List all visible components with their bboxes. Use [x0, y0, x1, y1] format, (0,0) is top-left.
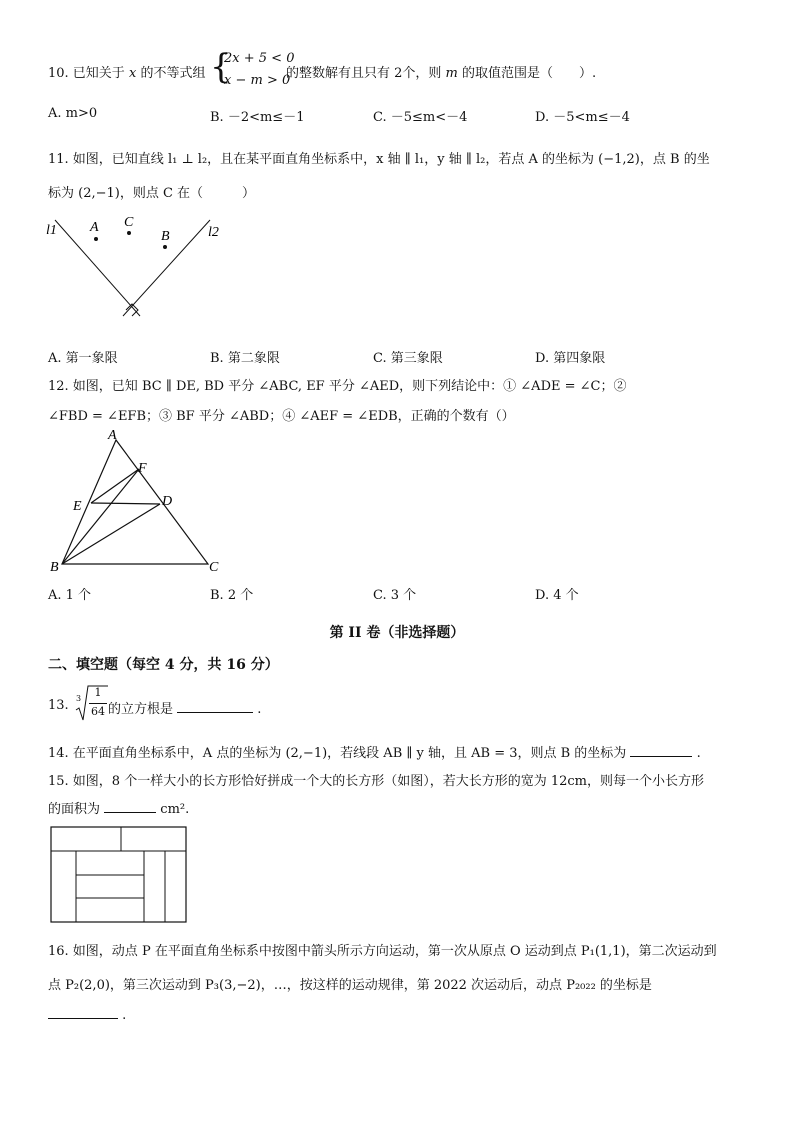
- q11-line2: 标为 (2,−1)，则点 C 在（ ）: [48, 186, 256, 201]
- q10-tail-text: 的整数解有且只有 2个，则: [286, 66, 442, 81]
- q12-line1: 12. 如图，已知 BC ∥ DE, BD 平分 ∠ABC, EF 平分 ∠AED，则下列结论中：① ∠ADE = ∠C；②: [48, 379, 627, 394]
- q13-root-index: 3: [76, 694, 82, 703]
- q11-figure: [40, 212, 230, 322]
- q14-end: .: [696, 746, 701, 761]
- q10-option-c: C. －5≤m<－4: [373, 110, 468, 125]
- q10-tail2: 的取值范围是（ ）.: [462, 66, 597, 81]
- label-l1: l1: [46, 223, 57, 238]
- q15-text: 的面积为: [48, 802, 101, 817]
- label-d: D: [162, 494, 173, 509]
- q13-blank[interactable]: [177, 700, 253, 713]
- q16-line1: 16. 如图，动点 P 在平面直角坐标系中按图中箭头所示方向运动，第一次从原点 O 运动到点 P₁(1,1)，第二次运动到: [48, 944, 717, 959]
- segment-de: [91, 503, 160, 504]
- q13-end: .: [257, 702, 262, 717]
- triangle-abc: [62, 440, 208, 564]
- q10-option-b: B. －2<m≤－1: [210, 110, 305, 125]
- q15-blank[interactable]: [104, 800, 156, 813]
- q10-brace: {: [210, 47, 232, 87]
- q11-option-d: D. 第四象限: [535, 351, 606, 366]
- q13-text: 的立方根是: [108, 702, 174, 717]
- q10-var-m: m: [445, 66, 458, 81]
- q12-option-a: A. 1 个: [48, 588, 92, 603]
- q13-num: 13.: [48, 698, 69, 713]
- label-e: E: [73, 499, 82, 514]
- q15-line2: [48, 798, 189, 817]
- point-b: [163, 245, 167, 249]
- q11-option-c: C. 第三象限: [373, 351, 443, 366]
- q12-figure: [44, 428, 234, 578]
- label-b: B: [161, 229, 170, 244]
- q13-frac-num: 1: [94, 686, 102, 699]
- q11-line1: 11. 如图，已知直线 l₁ ⊥ l₂，且在某平面直角坐标系中，x 轴 ∥ l₁，y 轴 ∥ l₂，若点 A 的坐标为 (−1,2)，点 B 的坐: [48, 152, 710, 167]
- q10-tail: [286, 62, 596, 81]
- label-a: A: [108, 428, 117, 443]
- q15-figure: [50, 826, 188, 924]
- q16-answer-line: [48, 1006, 126, 1023]
- q14-blank[interactable]: [630, 744, 692, 757]
- q12-option-b: B. 2 个: [210, 588, 254, 603]
- label-l2: l2: [208, 225, 219, 240]
- q13-frac-bar: [89, 703, 107, 704]
- q14-line: [48, 742, 701, 761]
- q14-text: 14. 在平面直角坐标系中，A 点的坐标为 (2,−1)，若线段 AB ∥ y 轴，且 AB = 3，则点 B 的坐标为: [48, 746, 627, 761]
- q16-end: .: [122, 1008, 127, 1023]
- label-c: C: [209, 560, 219, 575]
- segment-bf: [62, 469, 139, 564]
- q13-frac-den: 64: [91, 705, 105, 718]
- label-c: C: [124, 215, 134, 230]
- q16-line2: 点 P₂(2,0)，第三次运动到 P₃(3,−2)，…，按这样的运动规律，第 2022 次运动后，动点 P₂₀₂₂ 的坐标是: [48, 978, 652, 993]
- point-a: [94, 237, 98, 241]
- q16-blank[interactable]: [48, 1006, 118, 1019]
- label-b: B: [50, 560, 59, 575]
- q10-option-a: A. m>0: [48, 106, 98, 121]
- q12-line2: ∠FBD = ∠EFB；③ BF 平分 ∠ABD；④ ∠AEF = ∠EDB，正确的个数有（）: [48, 409, 515, 424]
- label-f: F: [138, 461, 147, 476]
- q10-var-x: x: [128, 66, 137, 81]
- q12-option-c: C. 3 个: [373, 588, 417, 603]
- q11-option-a: A. 第一象限: [48, 351, 118, 366]
- point-c: [127, 231, 131, 235]
- section-part: 二、填空题（每空 4 分，共 16 分）: [48, 657, 279, 673]
- q12-option-d: D. 4 个: [535, 588, 579, 603]
- q15-unit: cm².: [160, 802, 190, 817]
- q10-option-d: D. －5<m≤－4: [535, 110, 630, 125]
- q10-stem: [48, 62, 205, 81]
- section-title: 第 II 卷（非选择题）: [329, 625, 465, 641]
- q15-line1: 15. 如图，8 个一样大小的长方形恰好拼成一个大的长方形（如图），若大长方形的宽为 12cm，则每一个小长方形: [48, 774, 704, 789]
- q10-ineq1: 2x + 5 < 0: [224, 51, 295, 66]
- q13-answer-line: [108, 698, 261, 717]
- label-a: A: [90, 220, 99, 235]
- q10-mid: 的不等式组: [140, 66, 206, 81]
- q10-lead: 10. 已知关于: [48, 66, 125, 81]
- q10-ineq2: x − m > 0: [224, 73, 291, 88]
- q11-option-b: B. 第二象限: [210, 351, 280, 366]
